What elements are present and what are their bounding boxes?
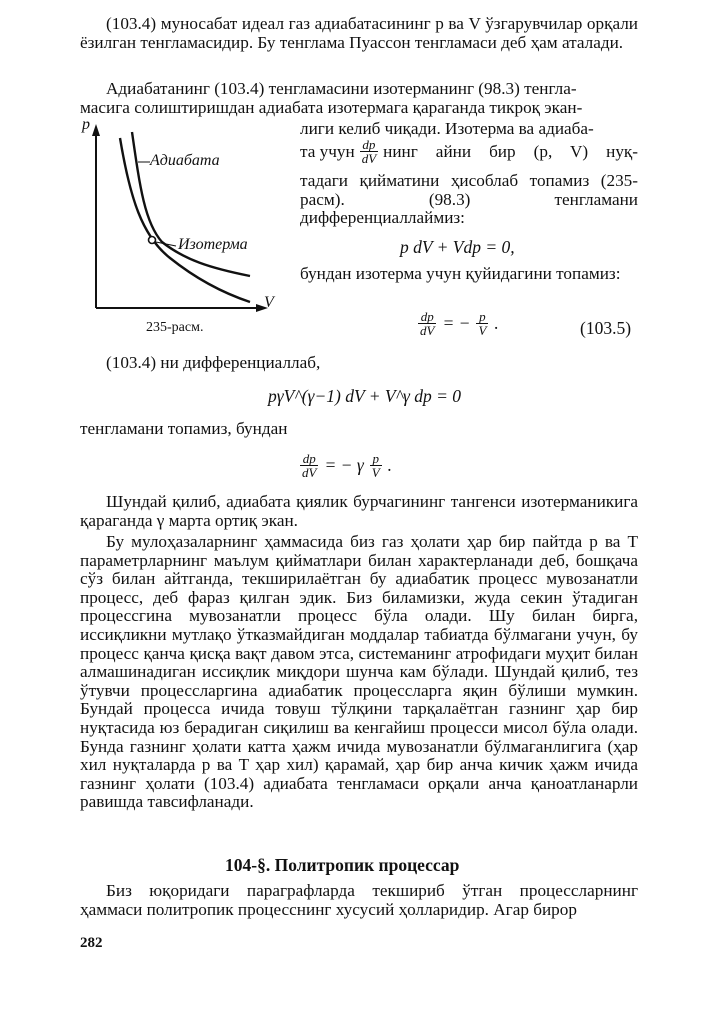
equation-103-5: $\frac{dp}{dV}$ = − $\frac{p}{V}$ . [420, 309, 499, 338]
equation-adiabat-ratio: $\frac{dp}{dV}$ = − γ $\frac{p}{V}$ . [302, 451, 393, 480]
axis-y-label: p [82, 116, 90, 133]
paragraph-differentiate: (103.4) ни дифференциаллаб, [106, 353, 321, 372]
y-axis-arrow-icon [92, 124, 100, 136]
paragraph-polytropic: Биз юқоридаги параграфларда текшириб ўтган процессларнинг ҳаммаси политропик процесснинг хусусий ҳолларидир. Агар бирор [80, 881, 638, 919]
figure-235 [80, 118, 280, 348]
adiabat-label: Адиабата [150, 152, 220, 169]
paragraph-poisson: (103.4) муносабат идеал газ адиабатасининг p ва V ўзгарувчилар орқали ёзилган тенгламасидир. Бу тенглама Пуассон тенгламаси деб ҳам аталади. [80, 14, 638, 52]
paragraph-comparison-line-1: Адиабатанинг (103.4) тенгламасини изотерманинг (98.3) тенгла- [106, 79, 577, 98]
intersection-point [149, 237, 156, 244]
paragraph-find-equation: тенгламани топамиз, бундан [80, 419, 288, 438]
page-number: 282 [80, 935, 103, 951]
equation-pdv-vdp: p dV + Vdp = 0, [400, 237, 515, 257]
paragraph-equilibrium: Бу мулоҳазаларнинг ҳаммасида биз газ ҳолати ҳар бир пайтда p ва T параметрларнинг маълум қийматлари билан характерланади деб, бошқача сўз билан айтганда, текширилаётган бу адиабатик процесс мувозанатли процесс, деб фараз қилган эдик. Биз биламизки, жуда секин ўтадиган процессгина мувозанатли процесс бўла олади. Шу билан бирга, иссиқликни мутлақо ўтказмайдиган моддалар табиатда бўлмагани учун, бу процесс қанча қисқа вақт давом этса, системанинг атрофидаги муҳит билан алмашинадиган иссиқлик миқдори шунча кам бўлади. Шундай қилиб, тез ўтувчи процессларгина адиабатик процессларга яқин бўлиши мумкин. Бундай процесса ичида товуш тўлқини тарқалаётган газнинг ҳар бир нуқтасида юз берадиган сиқилиш ва кенгайиш процесси мисол бўла олади. Бунда газнинг ҳолати катта ҳажм ичида мувозанатли бўлмаганлигига (ҳар хил нуқталарда p ва T ҳар хил) қарамай, ҳар бир анча кичик ҳажм ичида газнинг ҳолати (103.4) адиабата тенгламаси орқали анча қаноатланарли равишда тавсифланади. [80, 532, 638, 812]
paragraph-right-3: тадаги қийматини ҳисоблаб топамиз (235-расм). (98.3) тенгламани дифференциаллаймиз: [300, 171, 638, 228]
paragraph-comparison-line-2: масига солиштиришдан адиабата изотермага қараганда тикроқ экан- [80, 98, 583, 117]
paragraph-right-2b: нинг айни бир (p, V) нуқ- [383, 141, 638, 161]
figure-caption: 235-расм. [146, 320, 204, 335]
adiabat-isotherm-plot [80, 118, 280, 318]
equation-number-103-5: (103.5) [580, 318, 632, 338]
paragraph-tangent: Шундай қилиб, адиабата қиялик бурчагининг тангенси изотерманикига қараганда γ марта ортиқ экан. [80, 492, 638, 530]
section-heading: 104-§. Политропик процессар [225, 855, 460, 875]
paragraph-isotherm-find: бундан изотерма учун қуйидагини топамиз: [300, 264, 621, 283]
fraction-dp-dv: $\frac{dp}{dV}$ [361, 137, 377, 166]
equation-adiabat-differential: pγV^(γ−1) dV + V^γ dp = 0 [268, 386, 462, 406]
paragraph-right-1: лиги келиб чиқади. Изотерма ва адиаба- [300, 119, 594, 138]
axis-x-label: V [264, 294, 274, 311]
paragraph-right-2a: та учун [300, 141, 355, 161]
isotherm-label: Изотерма [178, 236, 248, 253]
